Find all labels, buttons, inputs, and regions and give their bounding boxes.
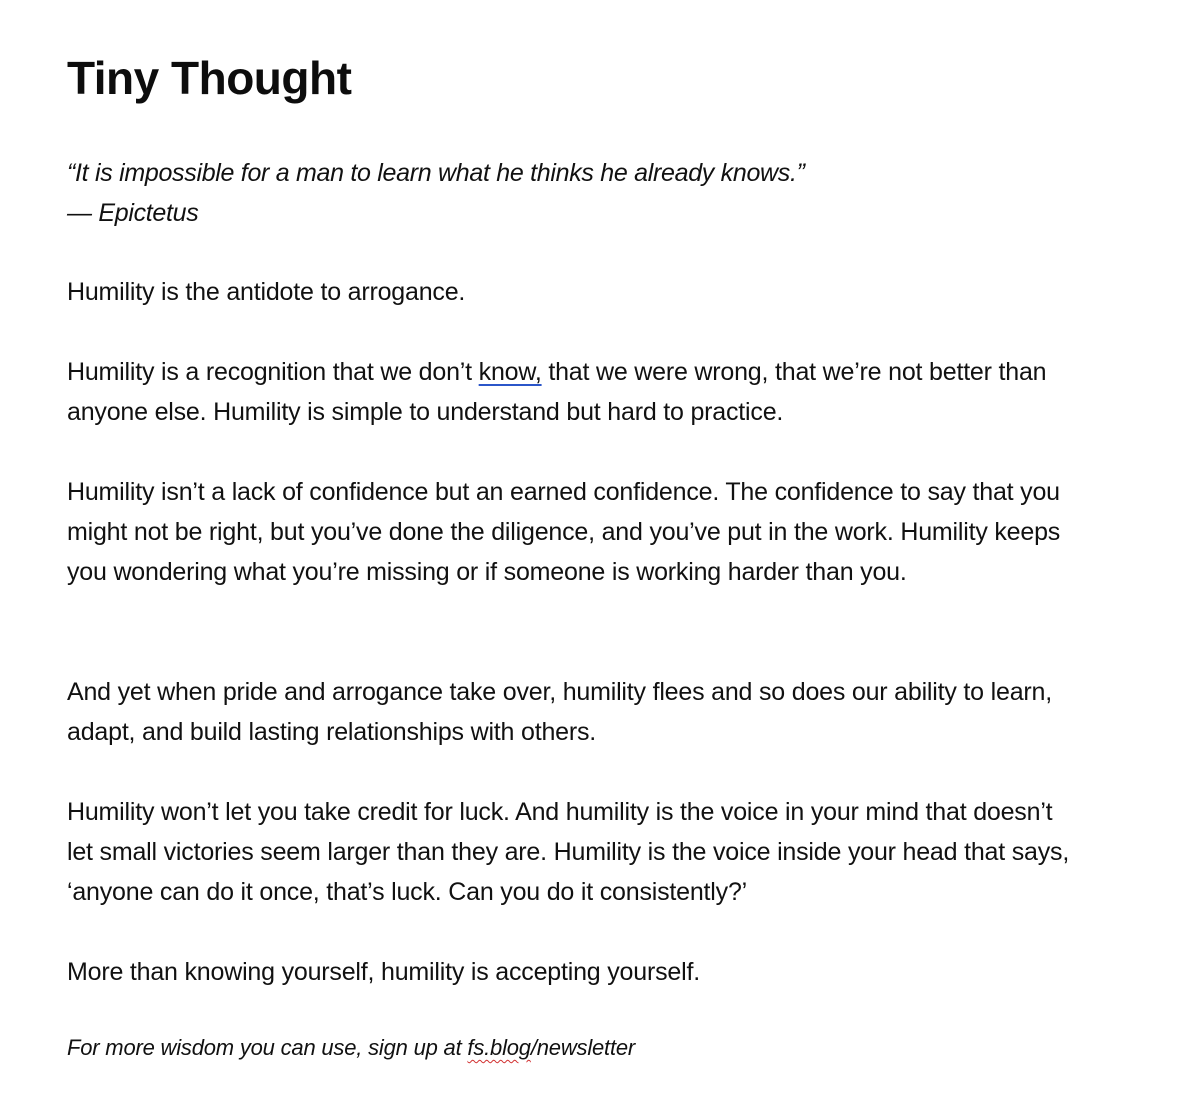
paragraph-2 <box>67 352 1077 432</box>
document-title: Tiny Thought <box>67 52 352 104</box>
footer-link-domain[interactable]: fs.blog <box>467 1035 531 1060</box>
paragraph-4: And yet when pride and arrogance take over, humility flees and so does our ability to learn, adapt, and build lasting relationships with others. <box>67 678 1052 746</box>
paragraph-3: Humility isn’t a lack of confidence but an earned confidence. The confidence to say that you might not be right, but you’ve done the diligence, and you’ve put in the work. Humility keeps you wondering what you’re missing or if someone is working harder than you. <box>67 478 1061 586</box>
epigraph <box>67 153 805 233</box>
newsletter-footer <box>67 1032 635 1064</box>
paragraph-1: Humility is the antidote to arrogance. <box>67 278 466 306</box>
paragraph-2-start: Humility is a recognition that we don’t <box>67 358 479 386</box>
paragraph-2-end: that we were wrong, that we’re not better than anyone else. Humility is simple to understand but hard to practice. <box>67 358 1047 426</box>
footer-link-path[interactable]: /newsletter <box>530 1035 636 1060</box>
epigraph-attribution: — Epictetus <box>67 199 199 227</box>
underlined-word-know[interactable]: know, <box>478 358 542 386</box>
epigraph-quote: “It is impossible for a man to learn what he thinks he already knows.” <box>67 159 805 187</box>
footer-prefix: For more wisdom you can use, sign up at <box>67 1035 468 1060</box>
paragraph-5: Humility won’t let you take credit for luck. And humility is the voice in your mind that doesn’t let small victories seem larger than they are. Humility is the voice inside your head that says, ‘anyone can do it once, that’s luck. Can you do it consistently?’ <box>67 798 1070 906</box>
paragraph-6: More than knowing yourself, humility is accepting yourself. <box>67 958 700 986</box>
